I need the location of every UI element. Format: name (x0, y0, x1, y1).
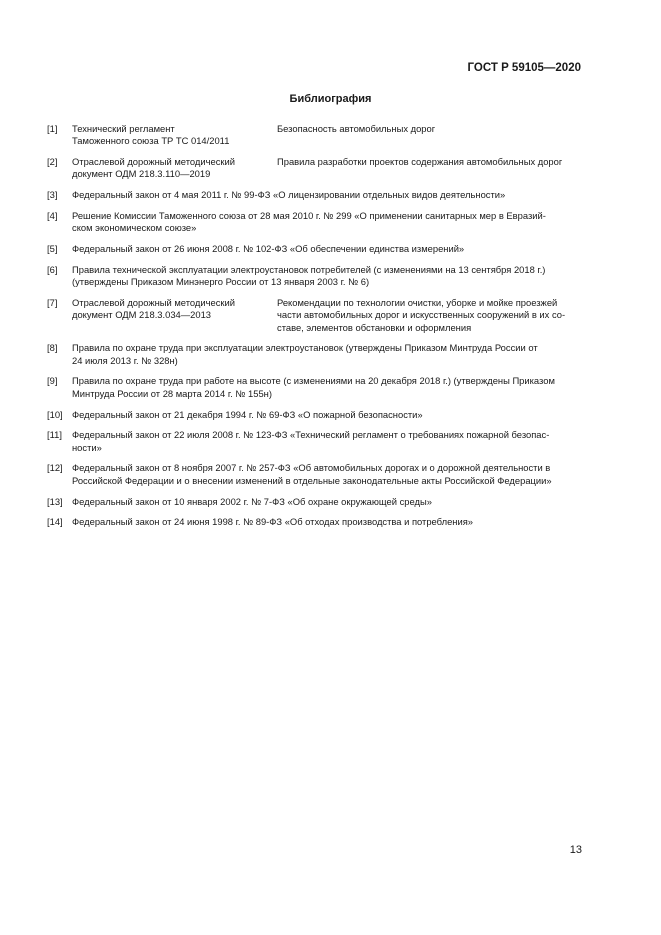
entry-source (72, 297, 277, 334)
entry-text (72, 429, 584, 454)
entry-number: [10] (47, 408, 63, 420)
entry-source (72, 123, 277, 148)
entry-source-line: Отраслевой дорожный методический (72, 296, 235, 308)
page-number: 13 (569, 844, 582, 856)
entry-text-line: Минтруда России от 28 марта 2014 г. № 155н) (72, 387, 272, 399)
bibliography-entry-14 (47, 516, 584, 528)
entry-text-line: ности» (72, 441, 102, 453)
entry-title-line: Рекомендации по технологии очистки, уборке и мойке проезжей (277, 296, 558, 308)
entry-title: Безопасность автомобильных дорог (277, 123, 436, 134)
bibliography-entry-13 (47, 496, 584, 508)
entry-text (72, 375, 584, 400)
bibliography-entry-2 (47, 156, 584, 181)
entry-number: [7] (47, 296, 58, 308)
bibliography-entry-11 (47, 429, 584, 454)
entry-text (72, 210, 584, 235)
document-code-header: ГОСТ Р 59105—2020 (467, 62, 581, 74)
entry-number: [1] (47, 123, 58, 134)
entry-number: [8] (47, 342, 58, 354)
entry-source-line: Таможенного союза ТР ТС 014/2011 (72, 135, 230, 147)
entry-text (72, 462, 584, 487)
entry-number: [11] (47, 429, 62, 441)
entry-text-line: ском экономическом союзе» (72, 222, 197, 234)
entry-number: [13] (47, 495, 63, 507)
entry-text: Федеральный закон от 26 июня 2008 г. № 102-ФЗ «Об обеспечении единства измерений» (72, 243, 465, 255)
entry-text-line: Решение Комиссии Таможенного союза от 28 мая 2010 г. № 299 «О применении санитарных мер в Евразий- (72, 209, 546, 221)
entry-text: Федеральный закон от 21 декабря 1994 г. № 69-ФЗ «О пожарной безопасности» (72, 408, 423, 420)
entry-source (72, 156, 277, 181)
entry-text-line: Российской Федерации и о внесении изменений в отдельные законодательные акты Российской Федерации» (72, 474, 552, 486)
entry-text-line: Правила технической эксплуатации электроустановок потребителей (с изменениями на 13 сентября 2018 г.) (72, 263, 546, 275)
entry-source-line: Технический регламент (72, 123, 175, 134)
bibliography-entry-8 (47, 342, 584, 367)
entry-text-line: (утверждены Приказом Минэнерго России от 13 января 2003 г. № 6) (72, 276, 370, 288)
entry-source-line: Отраслевой дорожный методический (72, 156, 235, 168)
entry-text-line: Федеральный закон от 8 ноября 2007 г. № 257-ФЗ «Об автомобильных дорогах и о дорожной деятельности в (72, 462, 551, 474)
bibliography-entry-3 (47, 189, 584, 201)
entry-number: [3] (47, 189, 58, 201)
entry-title (277, 297, 584, 334)
entry-number: [4] (47, 209, 58, 221)
entry-title-line: ставе, элементов обстановки и оформления (277, 321, 472, 333)
bibliography-entry-6 (47, 264, 584, 289)
entry-number: [9] (47, 375, 58, 387)
entry-number: [12] (47, 462, 63, 474)
bibliography-entry-12 (47, 462, 584, 487)
bibliography-list (47, 123, 584, 537)
entry-text: Федеральный закон от 4 мая 2011 г. № 99-ФЗ «О лицензировании отдельных видов деятельности» (72, 189, 506, 201)
entry-source-line: документ ОДМ 218.3.110—2019 (72, 168, 211, 180)
entry-number: [6] (47, 263, 58, 275)
bibliography-entry-5 (47, 243, 584, 255)
entry-number: [5] (47, 243, 58, 255)
entry-text: Федеральный закон от 10 января 2002 г. № 7-ФЗ «Об охране окружающей среды» (72, 495, 432, 507)
entry-source-line: документ ОДМ 218.3.034—2013 (72, 309, 211, 321)
bibliography-entry-10 (47, 409, 584, 421)
entry-text-line: Правила по охране труда при эксплуатации электроустановок (утверждены Приказом Минтруда России от (72, 342, 538, 354)
bibliography-entry-9 (47, 375, 584, 400)
entry-text (72, 264, 584, 289)
bibliography-entry-1 (47, 123, 584, 148)
entry-text-line: Федеральный закон от 22 июля 2008 г. № 123-ФЗ «Технический регламент о требованиях пожарной безопас- (72, 429, 550, 441)
entry-title-line: части автомобильных дорог и искусственных сооружений в их со- (277, 309, 566, 321)
entry-number: [14] (47, 516, 63, 528)
entry-text-line: Правила по охране труда при работе на высоте (с изменениями на 20 декабря 2018 г.) (утверждены Приказом (72, 375, 555, 387)
bibliography-entry-4 (47, 210, 584, 235)
bibliography-entry-7 (47, 297, 584, 334)
entry-text (72, 342, 584, 367)
entry-title: Правила разработки проектов содержания автомобильных дорог (277, 156, 563, 168)
entry-text-line: 24 июля 2013 г. № 328н) (72, 354, 178, 366)
bibliography-title: Библиография (289, 93, 372, 105)
entry-text: Федеральный закон от 24 июня 1998 г. № 89-ФЗ «Об отходах производства и потребления» (72, 516, 473, 528)
entry-number: [2] (47, 156, 58, 168)
